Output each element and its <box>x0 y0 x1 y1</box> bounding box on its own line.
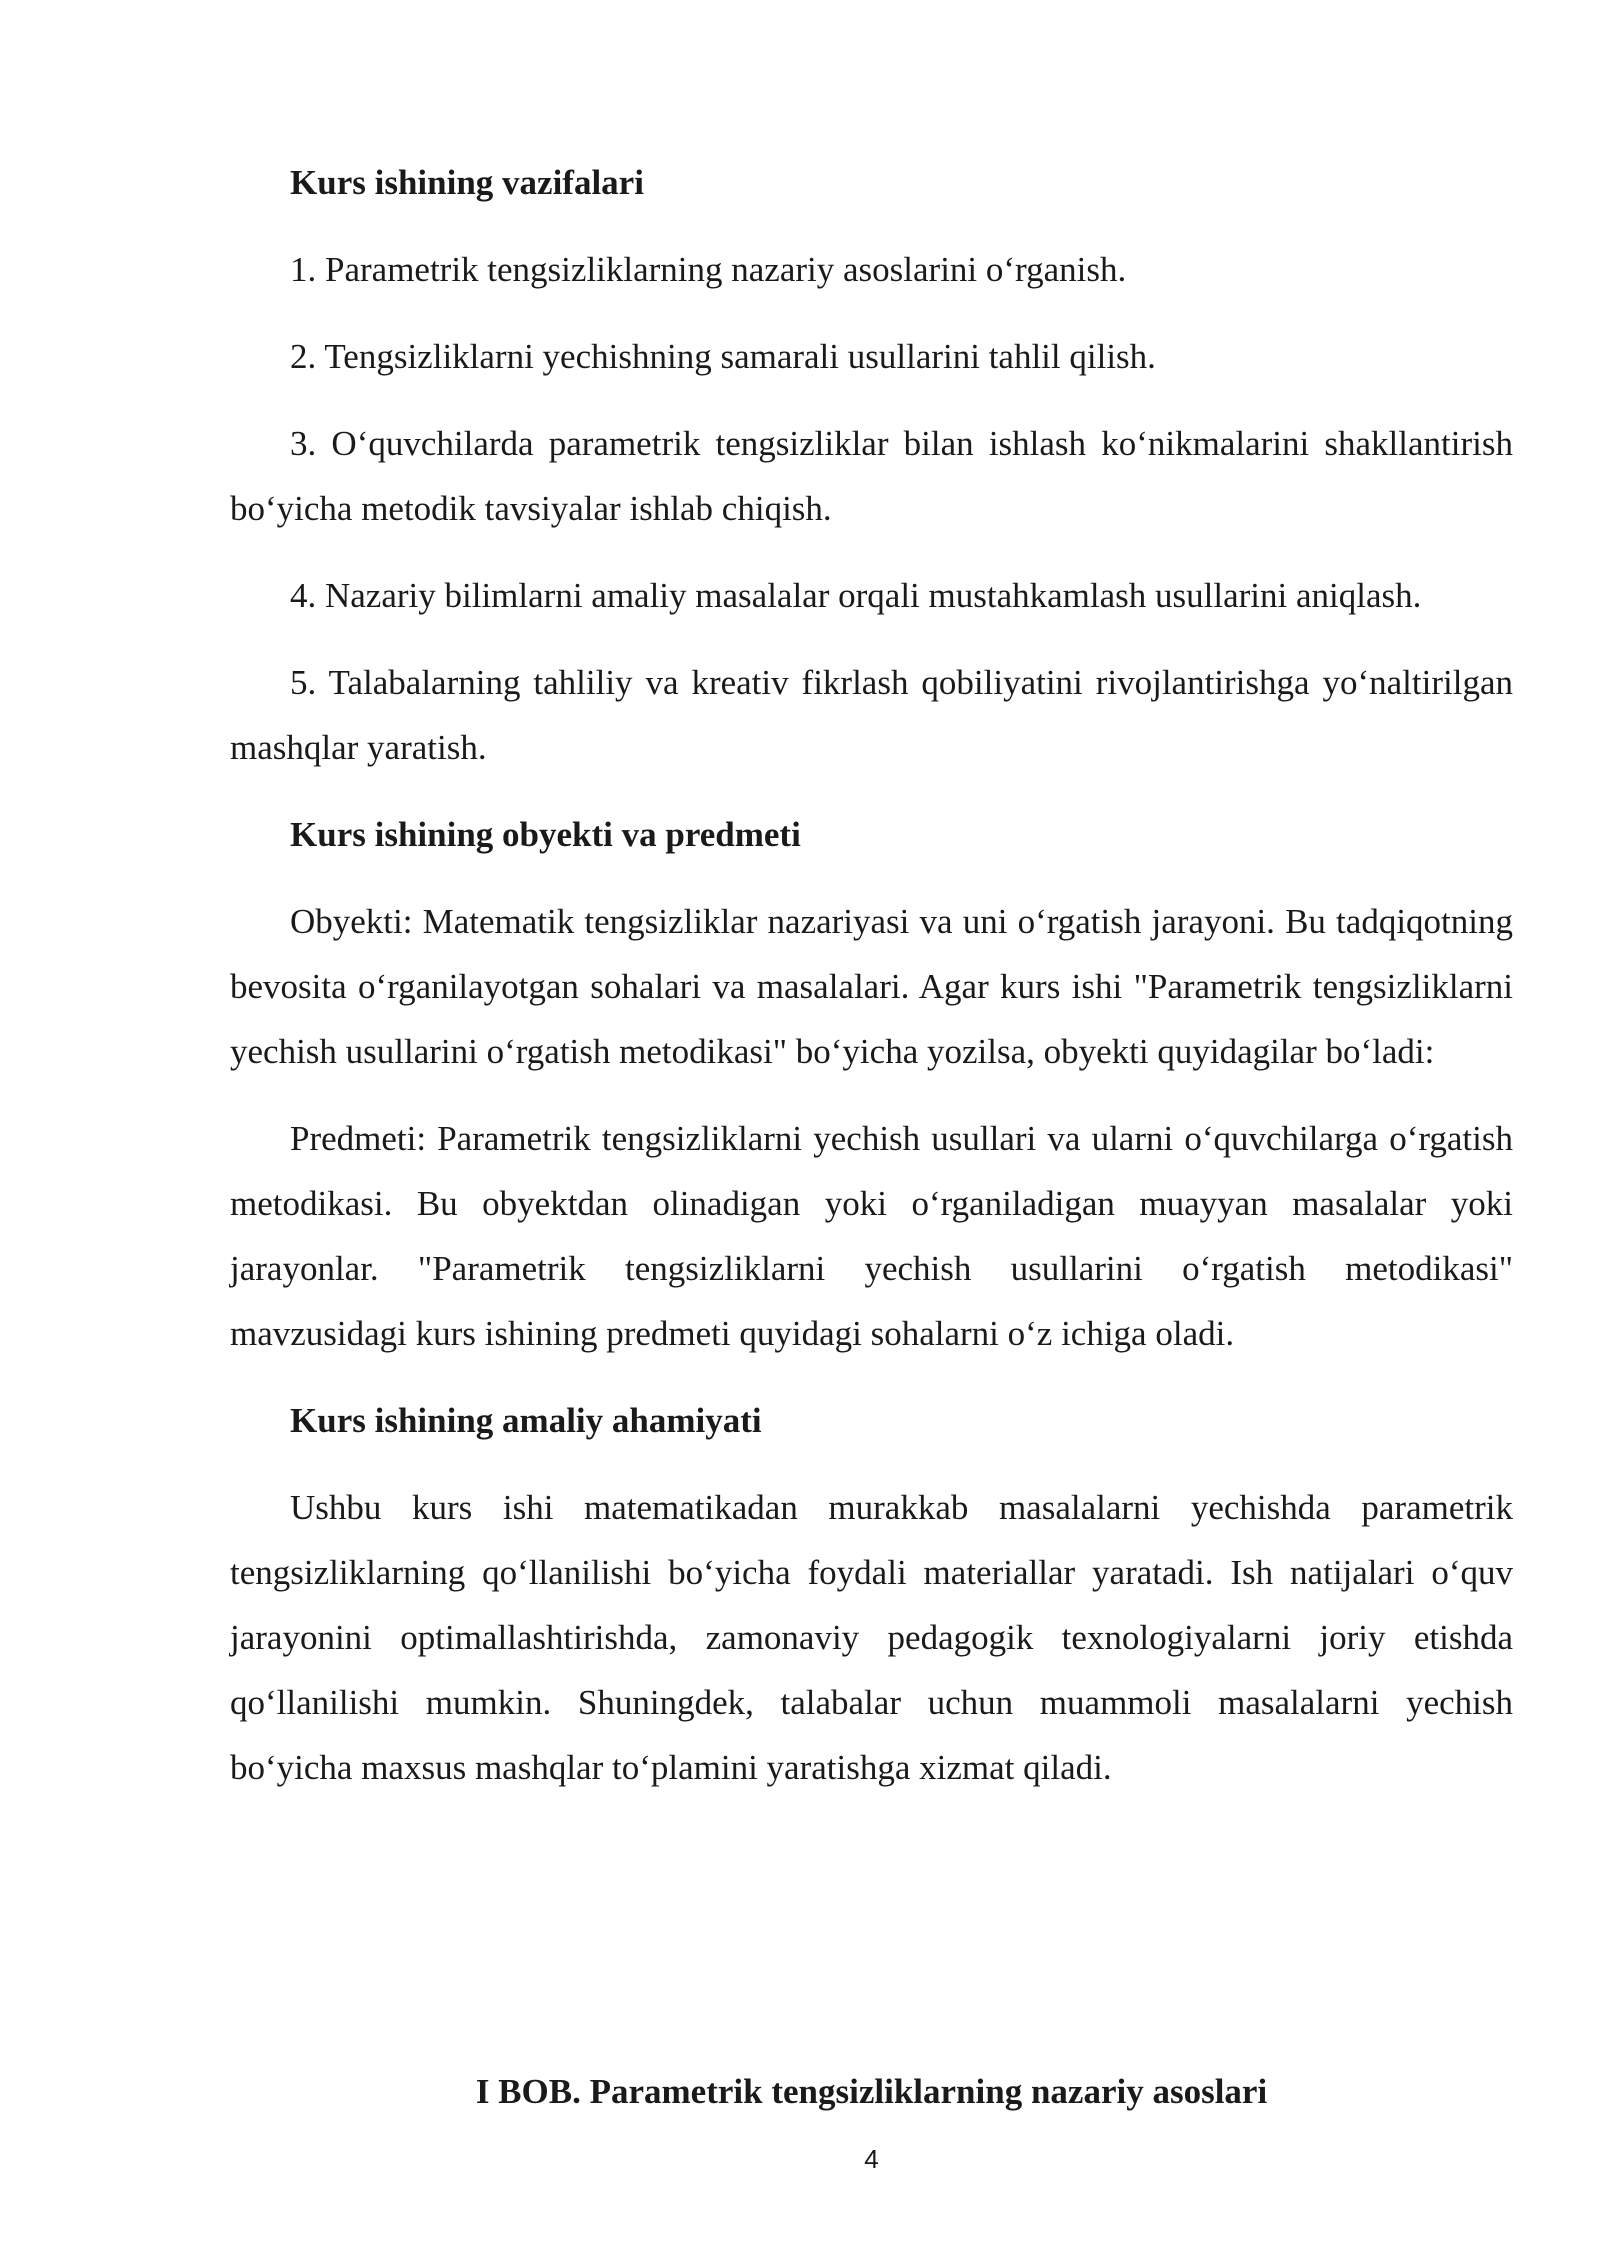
section-heading-practical-importance: Kurs ishining amaliy ahamiyati <box>290 1401 762 1440</box>
task-item-3: 3. O‘quvchilarda parametrik tengsizliklar bilan ishlash ko‘nikmalarini shakllantirish bo‘yicha metodik tavsiyalar ishlab chiqish. <box>230 424 1513 528</box>
task-item-4: 4. Nazariy bilimlarni amaliy masalalar orqali mustahkamlash usullarini aniqlash. <box>290 576 1422 615</box>
subject-paragraph: Predmeti: Parametrik tengsizliklarni yechish usullari va ularni o‘quvchilarga o‘rgatish metodikasi. Bu obyektdan olinadigan yoki o‘rganiladigan muayyan masalalar yoki jarayonlar. "Parametrik tengsizliklarni yechish usullarini o‘rgatish metodikasi" mavzusidagi kurs ishining predmeti quyidagi sohalarni o‘z ichiga oladi. <box>230 1119 1513 1353</box>
section-heading-object-subject: Kurs ishining obyekti va predmeti <box>290 815 801 854</box>
task-item-2: 2. Tengsizliklarni yechishning samarali usullarini tahlil qilish. <box>290 337 1156 376</box>
practical-importance-paragraph: Ushbu kurs ishi matematikadan murakkab masalalarni yechishda parametrik tengsizliklarning qo‘llanilishi bo‘yicha foydali materiallar yaratadi. Ish natijalari o‘quv jarayonini optimallashtirishda, zamonaviy pedagogik texnologiyalarni joriy etishda qo‘llanilishi mumkin. Shuningdek, talabalar uchun muammoli masalalarni yechish bo‘yicha maxsus mashqlar to‘plamini yaratishga xizmat qiladi. <box>230 1488 1513 1787</box>
page-number: 4 <box>864 2144 879 2174</box>
task-item-1: 1. Parametrik tengsizliklarning nazariy asoslarini o‘rganish. <box>290 250 1127 289</box>
section-heading-tasks: Kurs ishining vazifalari <box>290 163 644 202</box>
task-item-5: 5. Talabalarning tahliliy va kreativ fikrlash qobiliyatini rivojlantirishga yo‘naltirilgan mashqlar yaratish. <box>230 663 1513 767</box>
object-paragraph: Obyekti: Matematik tengsizliklar nazariyasi va uni o‘rgatish jarayoni. Bu tadqiqotning bevosita o‘rganilayotgan sohalari va masalalari. Agar kurs ishi "Parametrik tengsizliklarni yechish usullarini o‘rgatish metodikasi" bo‘yicha yozilsa, obyekti quyidagilar bo‘ladi: <box>230 902 1513 1071</box>
chapter-title: I BOB. Parametrik tengsizliklarning nazariy asoslari <box>475 2072 1268 2111</box>
document-body <box>230 150 1513 1822</box>
